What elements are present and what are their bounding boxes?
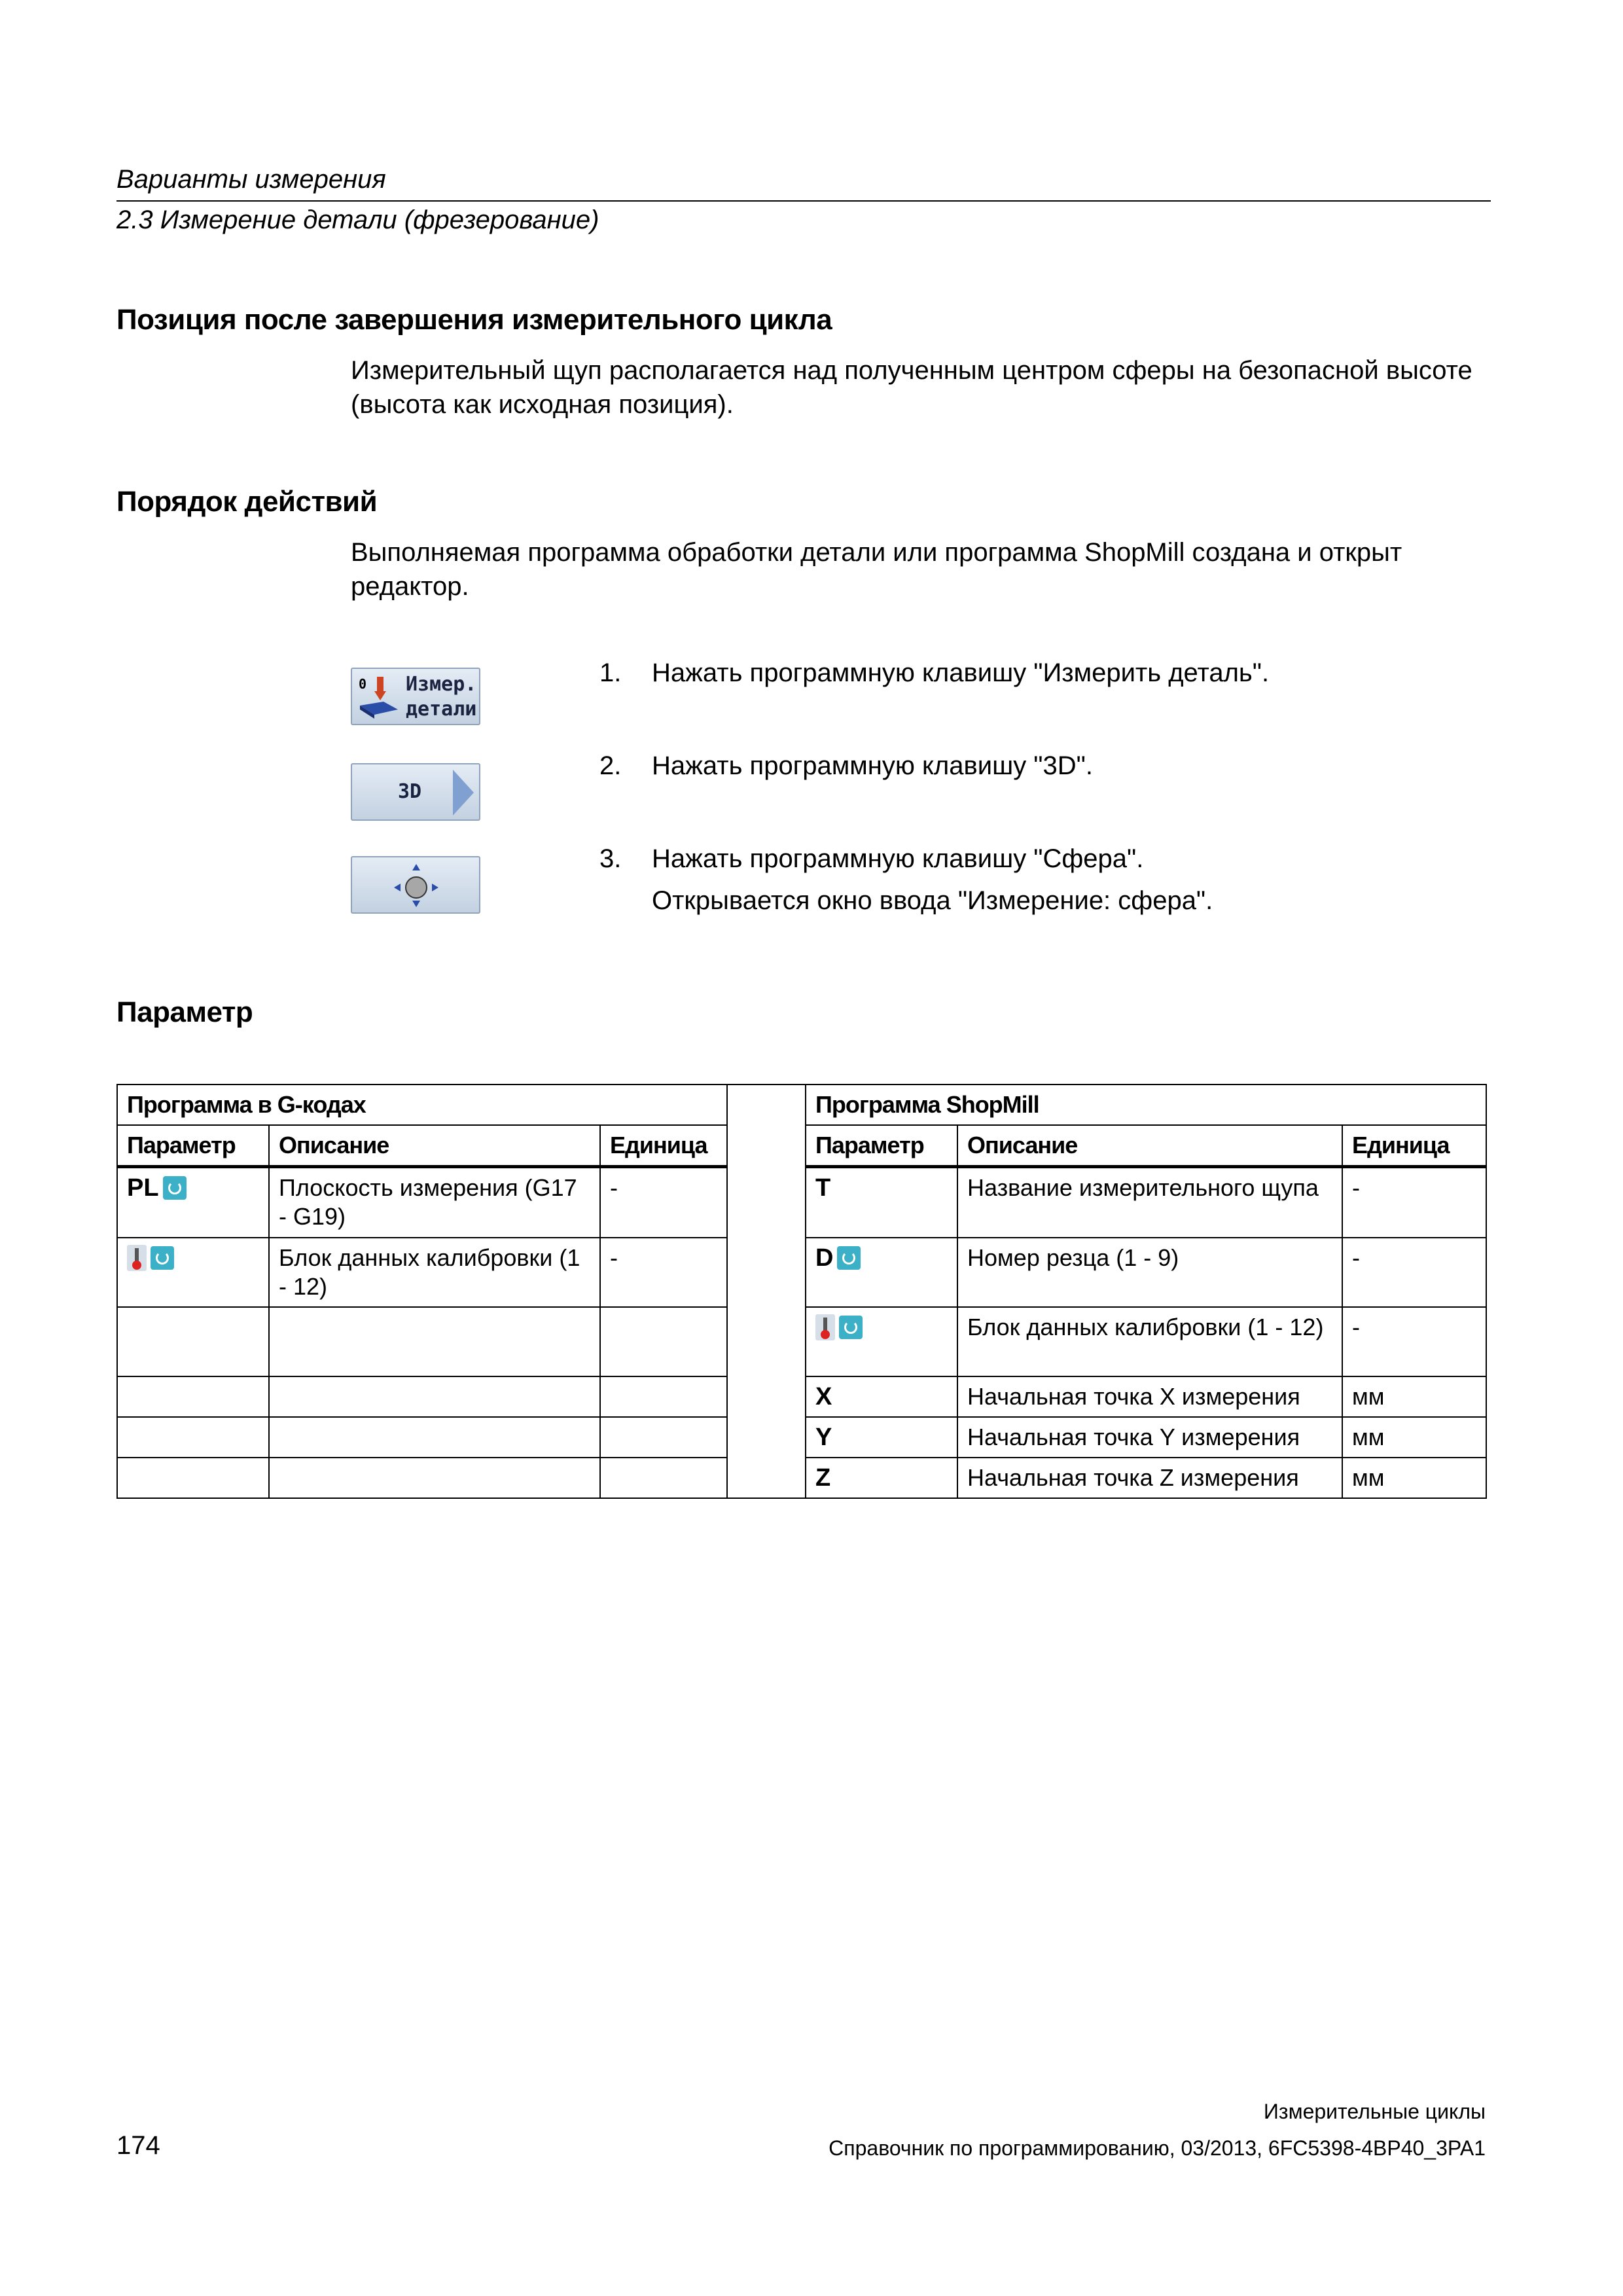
desc-cell: Блок данных калибровки (1 - 12) [269, 1238, 600, 1307]
parameter-table [116, 1084, 1487, 1499]
col-param: Параметр [117, 1125, 269, 1167]
param-cell [806, 1167, 957, 1238]
param-cell [117, 1376, 269, 1417]
param-name: PL [127, 1174, 159, 1202]
section-title: 2.3 Измерение детали (фрезерование) [116, 206, 599, 234]
step-1-number: 1. [599, 658, 622, 687]
col-unit: Единица [1342, 1125, 1486, 1167]
unit-cell: - [1342, 1238, 1486, 1307]
measure-workpiece-icon [357, 674, 401, 720]
param-name: T [815, 1174, 831, 1202]
procedure-text: Выполняемая программа обработки детали или программа ShopMill создана и открыт редактор. [351, 538, 1402, 601]
unit-cell: мм [1342, 1458, 1486, 1498]
toggle-icon [839, 1316, 863, 1339]
unit-cell [600, 1307, 727, 1376]
unit-cell: - [600, 1238, 727, 1307]
desc-cell [269, 1307, 600, 1376]
position-heading: Позиция после завершения измерительного цикла [116, 304, 832, 336]
unit-cell [600, 1417, 727, 1458]
param-cell [806, 1307, 957, 1376]
3d-softkey[interactable] [351, 763, 480, 821]
step-3-number: 3. [599, 844, 622, 873]
step-2-text: Нажать программную клавишу "3D". [652, 751, 1093, 780]
sphere-softkey[interactable] [351, 856, 480, 914]
param-name: Y [815, 1423, 832, 1451]
desc-cell [269, 1458, 600, 1498]
step-3-note: Открывается окно ввода "Измерение: сфера". [652, 886, 1213, 915]
col-desc: Описание [957, 1125, 1342, 1167]
position-text: Измерительный щуп располагается над полученным центром сферы на безопасной высоте (высота как исходная позиция). [351, 356, 1472, 419]
sphere-icon [391, 861, 441, 910]
table-spacer [727, 1085, 806, 1498]
param-cell [117, 1238, 269, 1307]
param-cell [117, 1458, 269, 1498]
toggle-icon [163, 1176, 187, 1200]
param-cell [117, 1307, 269, 1376]
desc-cell: Начальная точка Z измерения [957, 1458, 1342, 1498]
chapter-title: Варианты измерения [116, 165, 386, 194]
step-1-text: Нажать программную клавишу "Измерить деталь". [652, 658, 1270, 687]
procedure-heading: Порядок действий [116, 486, 378, 518]
col-param: Параметр [806, 1125, 957, 1167]
toggle-icon [151, 1246, 174, 1270]
unit-cell: - [1342, 1307, 1486, 1376]
desc-cell: Плоскость измерения (G17 - G19) [269, 1167, 600, 1238]
unit-cell: мм [1342, 1417, 1486, 1458]
softkey-label-line1: Измер. [406, 673, 477, 696]
params-heading: Параметр [116, 996, 253, 1028]
param-cell [806, 1376, 957, 1417]
gcode-group-header: Программа в G-кодах [117, 1085, 727, 1125]
param-cell [117, 1417, 269, 1458]
param-cell [806, 1417, 957, 1458]
desc-cell: Блок данных калибровки (1 - 12) [957, 1307, 1342, 1376]
svg-text:0: 0 [359, 676, 367, 692]
shopmill-group-header: Программа ShopMill [806, 1085, 1486, 1125]
desc-cell: Начальная точка X измерения [957, 1376, 1342, 1417]
col-unit: Единица [600, 1125, 727, 1167]
param-cell [806, 1458, 957, 1498]
desc-cell [269, 1376, 600, 1417]
toggle-icon [837, 1246, 861, 1270]
unit-cell [600, 1376, 727, 1417]
desc-cell: Номер резца (1 - 9) [957, 1238, 1342, 1307]
unit-cell: мм [1342, 1376, 1486, 1417]
param-cell [117, 1167, 269, 1238]
param-name: X [815, 1382, 832, 1410]
footer-doc-ref: Справочник по программированию, 03/2013, 6FC5398-4BP40_3PA1 [829, 2136, 1486, 2160]
desc-cell: Название измерительного щупа [957, 1167, 1342, 1238]
unit-cell [600, 1458, 727, 1498]
softkey-3d-label: 3D [398, 780, 422, 803]
header-divider [116, 200, 1491, 202]
calibration-icon [815, 1314, 835, 1340]
unit-cell: - [1342, 1167, 1486, 1238]
param-name: Z [815, 1463, 831, 1492]
measure-workpiece-softkey[interactable] [351, 668, 480, 725]
desc-cell: Начальная точка Y измерения [957, 1417, 1342, 1458]
arrow-right-icon [450, 767, 476, 818]
calibration-icon [127, 1245, 147, 1271]
step-2-number: 2. [599, 751, 622, 780]
softkey-label-line2: детали [406, 698, 477, 721]
desc-cell [269, 1417, 600, 1458]
step-3-text: Нажать программную клавишу "Сфера". [652, 844, 1144, 873]
param-cell [806, 1238, 957, 1307]
param-name: D [815, 1244, 834, 1272]
col-desc: Описание [269, 1125, 600, 1167]
page-number: 174 [116, 2131, 160, 2160]
unit-cell: - [600, 1167, 727, 1238]
footer-doc-title: Измерительные циклы [1263, 2100, 1486, 2123]
table-group-row [117, 1085, 1486, 1125]
